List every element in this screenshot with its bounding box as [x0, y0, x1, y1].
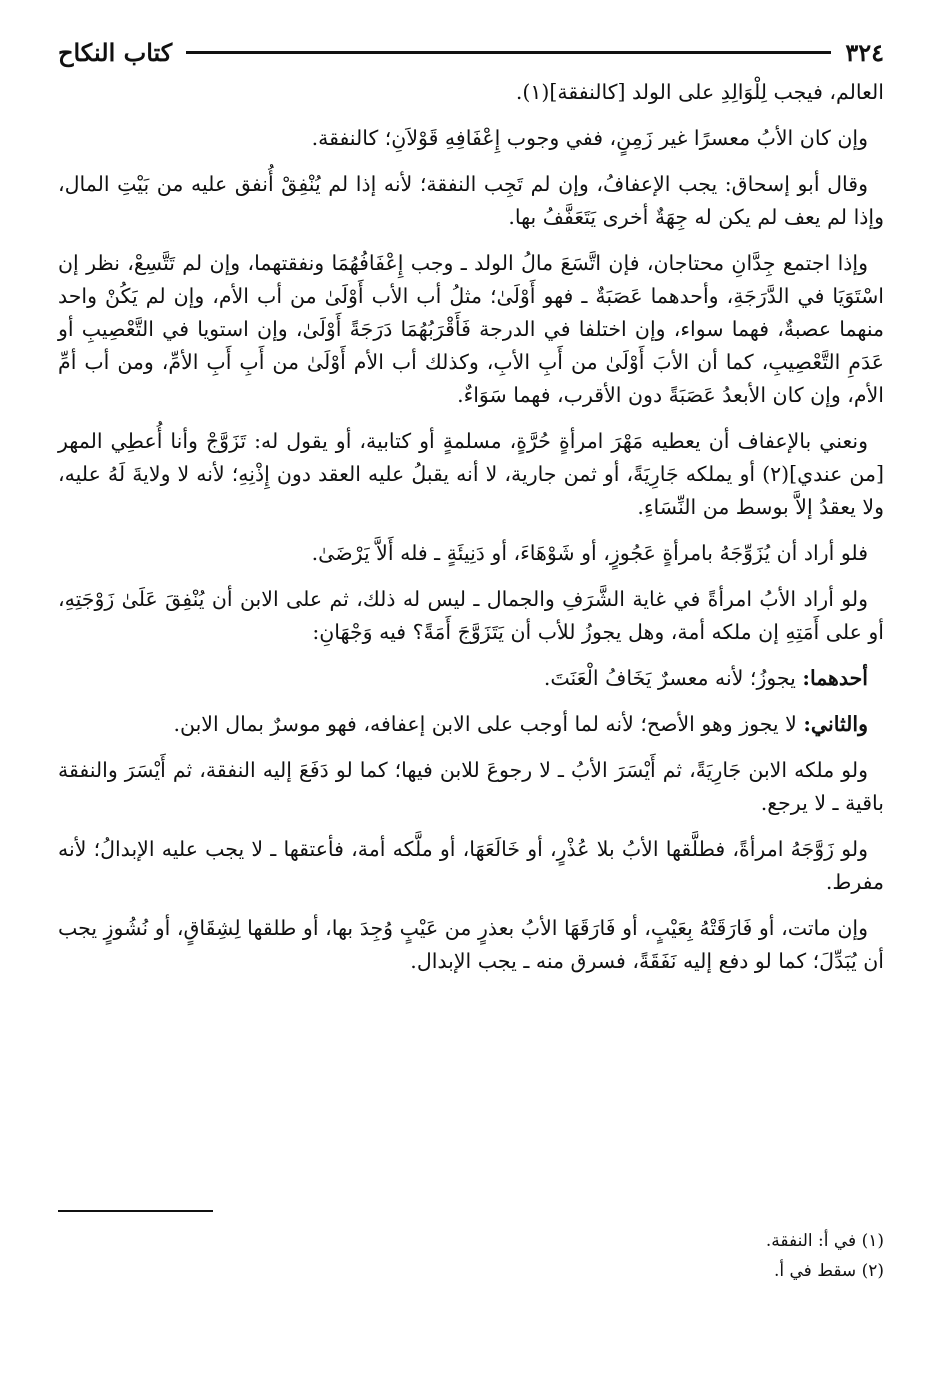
footnote: (٢) سقط في أ. [773, 1261, 884, 1281]
header-rule [186, 51, 831, 54]
paragraph: ولو زَوَّجَهُ امرأةً، فطلَّقها الأبُ بلا عُذْرٍ، أو خَالَعَهَا، أو ملَّكه أمة، فأعتقها ـ لا يجب عليه الإبدالُ؛ لأنه مفرط. [58, 837, 884, 894]
paragraph: العالم، فيجب لِلْوَالِدِ على الولد [كالنفقة](١). [515, 80, 884, 104]
footnotes [58, 1226, 884, 1286]
paragraph: أحدهما: يجوزُ؛ لأنه معسرٌ يَخَافُ الْعَنَتَ. [543, 666, 868, 690]
page-header [58, 30, 884, 74]
paragraph: ونعني بالإعفاف أن يعطيه مَهْرَ امرأةٍ حُرَّةٍ، مسلمةٍ أو كتابية، أو يقول له: تَزَوَّجْ وأنا أُعطِي المهر [من عندي](٢) أو يملكه جَارِيَةً، أو ثمن جارية، لا أنه يقبلُ عليه العقد دون إِذْنِهِ؛ لأنه لا ولايةَ لَهُ عليه، ولا يعقدُ إلاَّ بوسط من النِّسَاءِ. [58, 429, 884, 519]
book-page [58, 30, 884, 1340]
paragraph: ولو ملكه الابن جَارِيَةً، ثم أَيْسَرَ الأبُ ـ لا رجوعَ للابن فيها؛ كما لو دَفَعَ إليه النفقة، ثم أَيْسَرَ والنفقة باقية ـ لا يرجع. [58, 758, 884, 815]
main-text [58, 76, 884, 978]
footnote-divider [58, 1210, 213, 1212]
paragraph: وإذا اجتمع جِدَّانِ محتاجان، فإن اتَّسَعَ مالُ الولد ـ وجب إِعْفَافُهُمَا ونفقتهما، وإن لم تَتَّسِعْ، نظر إن اسْتَوَيَا في الدَّرَجَةِ، وأحدهما عَصَبَةٌ ـ فهو أَوْلَىٰ؛ مثلُ أب الأب أَوْلَىٰ من أب الأم، وإن لم يَكُنْ واحد منهما عصبةٌ، فهما سواء، وإن اختلفا في الدرجة فَأَقْرَبُهُمَا دَرَجَةً أَوْلَىٰ، وإن استويا في التَّعْصِيبِ أو عَدَمِ التَّعْصِيبِ، كما أن الأبَ أَوْلَىٰ من أَبِ الأبِ، وكذلك أب الأم أَوْلَىٰ من أَبِ أَبِ الأمِّ، ومن أب أمِّ الأم، وإن كان الأبعدُ عَصَبَةً دون الأقرب، فهما سَوَاءٌ. [58, 251, 884, 407]
paragraph: والثاني: لا يجوز وهو الأصح؛ لأنه لما أوجب على الابن إعفافه، فهو موسرٌ بمال الابن. [173, 712, 868, 736]
paragraph: وإن كان الأبُ معسرًا غير زَمِنٍ، ففي وجوب إِعْفَافِهِ قَوْلاَنِ؛ كالنفقة. [311, 126, 868, 150]
footnote: (١) في أ: النفقة. [765, 1231, 884, 1251]
book-title: كتاب النكاح [58, 37, 173, 67]
paragraph-lead: والثاني: [803, 712, 868, 736]
paragraph: وإن ماتت، أو فَارَقَتْهُ بِعَيْبٍ، أو فَارَقَهَا الأبُ بعذرٍ من عَيْبٍ وُجِدَ بها، أو طلقها لِشِقَاقٍ، أو نُشُوزٍ يجب أن يُبَدِّلَ؛ كما لو دفع إليه نَفَقَةً، فسرق منه ـ يجب الإبدال. [58, 916, 884, 973]
paragraph: وقال أبو إسحاق: يجب الإعفافُ، وإن لم تَجِب النفقة؛ لأنه إذا لم يُنْفِقْ أُنفق عليه من بَيْتِ المال، وإذا لم يعف لم يكن له جِهَةٌ أخرى يَتَعَفَّفُ بها. [58, 172, 884, 229]
paragraph: ولو أراد الأبُ امرأةً في غاية الشَّرَفِ والجمال ـ ليس له ذلك، ثم على الابن أن يُنْفِقَ عَلَىٰ زَوْجَتِهِ، أو على أَمَتِهِ إن ملكه أمة، وهل يجوزُ للأب أن يَتَزَوَّجَ أَمَةً؟ فيه وَجْهَانِ: [58, 587, 884, 644]
page-number: ٣٢٤ [845, 37, 884, 67]
paragraph-lead: أحدهما: [802, 666, 868, 690]
paragraph: فلو أراد أن يُزَوِّجَهُ بامرأةٍ عَجُوزٍ، أو شَوْهَاءَ، أو دَنِيئَةٍ ـ فله أَلاَّ يَرْضَىٰ. [311, 541, 868, 565]
